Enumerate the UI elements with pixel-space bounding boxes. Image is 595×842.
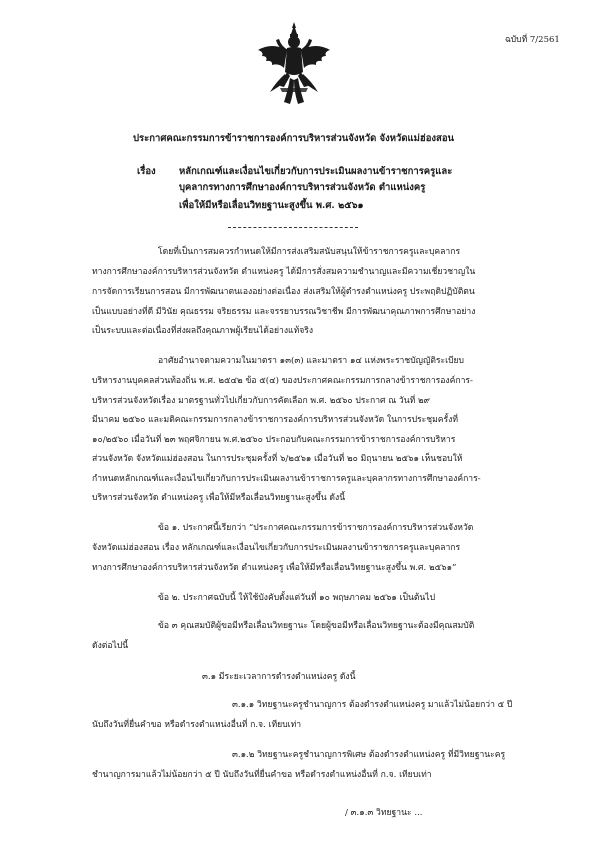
subject-line-3: เพื่อให้มีหรือเลื่อนวิทยฐานะสูงขึ้น พ.ศ. ๒๕๖๑ — [179, 200, 364, 211]
clause-3-1-1-line: ๓.๑.๑ วิทยฐานะครูชำนาญการ ต้องดำรงตำแหน่งครู มาแล้วไม่น้อยกว่า ๕ ปี — [232, 700, 513, 710]
preamble-line: ทางการศึกษาองค์การบริหารส่วนจังหวัด ตำแหน่งครู ได้มีการสั่งสมความชำนาญและมีความเชี่ยวชาญใน — [92, 267, 476, 277]
clause-2-line: ข้อ ๒. ประกาศฉบับนี้ ให้ใช้บังคับตั้งแต่วันที่ ๑๐ พฤษภาคม ๒๕๖๑ เป็นต้นไป — [158, 593, 436, 603]
clause-1-line: ทางการศึกษาองค์การบริหารส่วนจังหวัด ตำแหน่งครู เพื่อให้มีหรือเลื่อนวิทยฐานะสูงขึ้น พ.ศ. ๒๕๖๑” — [92, 563, 457, 573]
authority-line: มีนาคม ๒๕๖๐ และมติคณะกรรมการกลางข้าราชการองค์การบริหารส่วนจังหวัด ในการประชุมครั้งที่ — [92, 415, 459, 425]
document-number: ฉบับที่ 7/2561 — [505, 35, 560, 45]
subject-line-2: บุคลากรทางการศึกษาองค์การบริหารส่วนจังหวัด ตำแหน่งครู — [179, 182, 426, 193]
subject-line-1: หลักเกณฑ์และเงื่อนไขเกี่ยวกับการประเมินผลงานข้าราชการครูและ — [179, 166, 453, 177]
clause-1-line: จังหวัดแม่ฮ่องสอน เรื่อง หลักเกณฑ์และเงื่อนไขเกี่ยวกับการประเมินผลงานข้าราชการครูและบุคลากร — [92, 543, 461, 553]
authority-line: อาศัยอำนาจตามความในมาตรา ๑๓(๓) และมาตรา ๑๔ แห่งพระราชบัญญัติระเบียบ — [158, 356, 465, 366]
clause-3-line: ดังต่อไปนี้ — [92, 641, 129, 651]
clause-1-line: ข้อ ๑. ประกาศนี้เรียกว่า “ประกาศคณะกรรมการข้าราชการองค์การบริหารส่วนจังหวัด — [158, 523, 474, 533]
garuda-emblem-icon — [254, 20, 334, 112]
authority-line: บริหารส่วนจังหวัดเรื่อง มาตรฐานทั่วไปเกี่ยวกับการคัดเลือก พ.ศ. ๒๕๖๐ ประกาศ ณ วันที่ ๒๙ — [92, 396, 430, 406]
preamble-line: โดยที่เป็นการสมควรกำหนดให้มีการส่งเสริมสนับสนุนให้ข้าราชการครูและบุคลากร — [158, 247, 461, 257]
document-title: ประกาศคณะกรรมการข้าราชการองค์การบริหารส่วนจังหวัด จังหวัดแม่ฮ่องสอน — [133, 133, 455, 144]
preamble-line: เป็นระบบและต่อเนื่องที่ส่งผลถึงคุณภาพผู้เรียนได้อย่างแท้จริง — [92, 326, 314, 336]
preamble-line: การจัดการเรียนการสอน มีการพัฒนาตนเองอย่างต่อเนื่อง ส่งเสริมให้ผู้ดำรงตำแหน่งครู ประพฤติปฏิบัติตน — [92, 287, 475, 297]
authority-line: กำหนดหลักเกณฑ์และเงื่อนไขเกี่ยวกับการประเมินผลงานข้าราชการครูและบุคลากรทางการศึกษาองค์การ- — [92, 474, 481, 484]
preamble-line: เป็นแบบอย่างที่ดี มีวินัย คุณธรรม จริยธรรม และจรรยาบรรณวิชาชีพ มีการพัฒนาคุณภาพการศึกษาอย่าง — [92, 307, 476, 317]
clause-3-1-1-line: นับถึงวันที่ยื่นคำขอ หรือดำรงตำแหน่งอื่นที่ ก.จ. เทียบเท่า — [92, 720, 302, 730]
authority-line: บริหารงานบุคคลส่วนท้องถิ่น พ.ศ. ๒๕๔๒ ข้อ ๕(๔) ของประกาศคณะกรรมการกลางข้าราชการองค์การ- — [92, 376, 473, 386]
clause-3-1-2-line: ๓.๑.๒ วิทยฐานะครูชำนาญการพิเศษ ต้องดำรงตำแหน่งครู ที่มีวิทยฐานะครู — [232, 750, 506, 760]
clause-3-line: ข้อ ๓ คุณสมบัติผู้ขอมีหรือเลื่อนวิทยฐานะ โดยผู้ขอมีหรือเลื่อนวิทยฐานะต้องมีคุณสมบัติ — [158, 621, 475, 631]
clause-3-1-2-line: ชำนาญการมาแล้วไม่น้อยกว่า ๕ ปี นับถึงวันที่ยื่นคำขอ หรือดำรงตำแหน่งอื่นที่ ก.จ. เทียบเท่า — [92, 770, 432, 780]
authority-line: ส่วนจังหวัด จังหวัดแม่ฮ่องสอน ในการประชุมครั้งที่ ๖/๒๕๖๑ เมื่อวันที่ ๒๐ มิถุนายน ๒๕๖๑ เห็นชอบให้ — [92, 454, 463, 464]
subject-label: เรื่อง — [137, 166, 156, 177]
clause-3-1-line: ๓.๑ มีระยะเวลาการดำรงตำแหน่งครู ดังนี้ — [202, 672, 356, 682]
authority-line: ๑๐/๒๕๖๐ เมื่อวันที่ ๒๓ พฤศจิกายน พ.ศ.๒๕๖๐ ประกอบกับคณะกรรมการข้าราชการองค์การบริหาร — [92, 435, 456, 445]
authority-line: บริหารส่วนจังหวัด ตำแหน่งครู เพื่อให้มีหรือเลื่อนวิทยฐานะสูงขึ้น ดังนี้ — [92, 493, 346, 503]
title-divider — [228, 227, 358, 228]
page-continuation-note: / ๓.๑.๓ วิทยฐานะ ... — [345, 808, 423, 818]
